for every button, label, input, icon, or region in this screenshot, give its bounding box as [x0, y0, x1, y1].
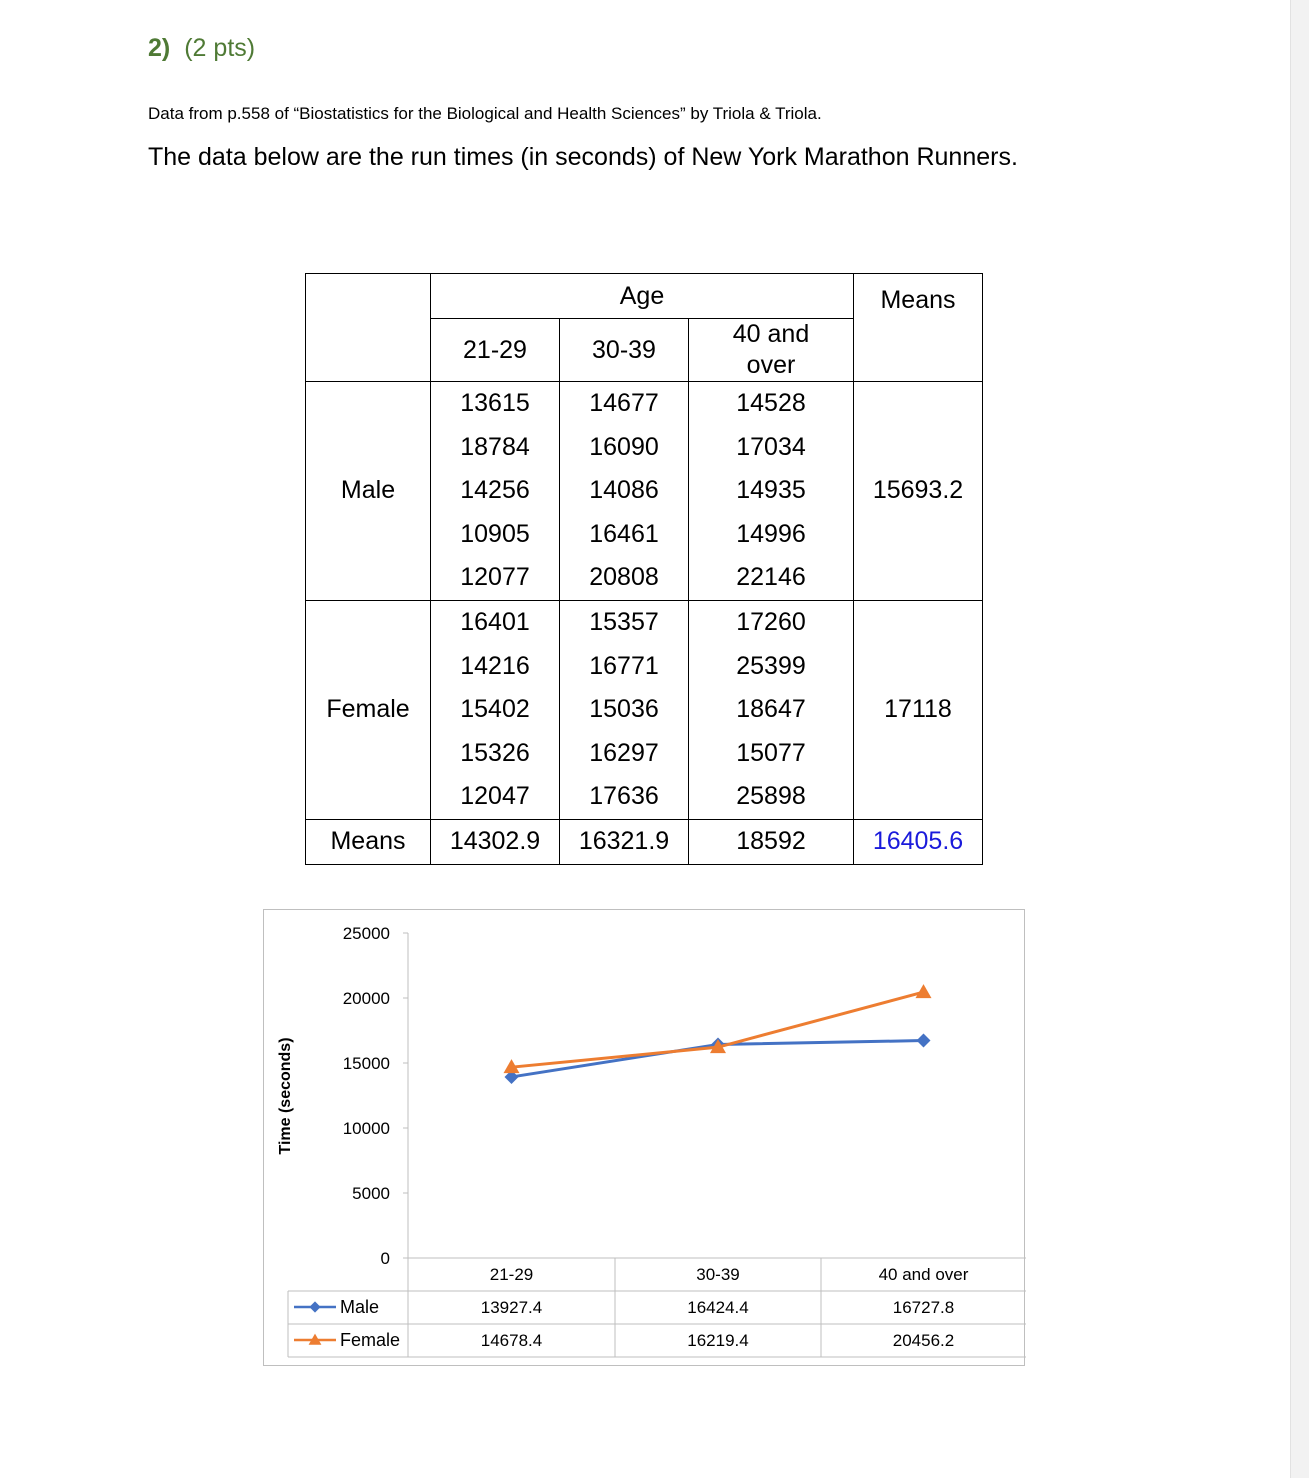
y-tick-label: 5000	[352, 1184, 390, 1203]
group-label-male: Male	[306, 382, 431, 601]
means-row-label: Means	[306, 819, 431, 864]
data-cell: 20808	[560, 556, 689, 600]
means-header: Means	[854, 274, 983, 382]
y-tick-label: 15000	[342, 1054, 390, 1073]
data-table-value: 16424.4	[687, 1298, 749, 1317]
data-cell: 14935	[689, 469, 854, 513]
source-citation: Data from p.558 of “Biostatistics for the Biological and Health Sciences” by Triola & Triola.	[148, 104, 822, 123]
table-corner-cell	[306, 274, 431, 382]
data-cell: 18784	[431, 426, 560, 470]
chart-svg	[264, 910, 1026, 1367]
y-tick-label: 10000	[342, 1119, 390, 1138]
col-mean-30-39: 16321.9	[560, 819, 689, 864]
data-point-female	[916, 984, 932, 998]
question-points: (2 pts)	[184, 34, 256, 62]
legend-label-female: Female	[340, 1330, 401, 1350]
data-cell: 15326	[431, 732, 560, 776]
col-header-21-29: 21-29	[431, 319, 560, 382]
data-table-value: 13927.4	[480, 1298, 543, 1317]
question-title	[148, 34, 255, 63]
data-cell: 25898	[689, 775, 854, 819]
data-cell: 17034	[689, 426, 854, 470]
line-chart	[263, 909, 1025, 1366]
y-tick-label: 20000	[342, 989, 390, 1008]
data-cell: 17636	[560, 775, 689, 819]
col-header-40-over: 40 and over	[689, 319, 854, 382]
x-category-label: 21-29	[489, 1265, 534, 1284]
group-mean-male: 15693.2	[854, 382, 983, 601]
y-tick-label: 25000	[342, 924, 390, 943]
x-category-label: 40 and over	[878, 1265, 969, 1284]
data-cell: 14677	[560, 382, 689, 426]
group-mean-female: 17118	[854, 600, 983, 819]
data-cell: 14086	[560, 469, 689, 513]
series-line-female	[512, 992, 924, 1067]
scrollbar-track[interactable]	[1290, 0, 1309, 1478]
data-cell: 12047	[431, 775, 560, 819]
grand-mean: 16405.6	[854, 819, 983, 864]
legend-label-male: Male	[340, 1297, 380, 1317]
data-table-value: 16219.4	[687, 1331, 749, 1350]
data-cell: 16461	[560, 513, 689, 557]
data-cell: 14256	[431, 469, 560, 513]
y-axis-title: Time (seconds)	[277, 1037, 294, 1155]
data-cell: 16401	[431, 600, 560, 644]
data-cell: 12077	[431, 556, 560, 600]
data-table-value: 20456.2	[892, 1331, 955, 1350]
data-cell: 16297	[560, 732, 689, 776]
col-mean-21-29: 14302.9	[431, 819, 560, 864]
data-cell: 22146	[689, 556, 854, 600]
data-cell: 15036	[560, 688, 689, 732]
intro-paragraph: The data below are the run times (in seconds) of New York Marathon Runners.	[148, 143, 1018, 171]
data-table-value: 14678.4	[480, 1331, 543, 1350]
col-mean-40-over: 18592	[689, 819, 854, 864]
data-cell: 17260	[689, 600, 854, 644]
data-cell: 14996	[689, 513, 854, 557]
data-cell: 16090	[560, 426, 689, 470]
question-number: 2)	[148, 34, 171, 62]
legend-marker-male	[309, 1301, 320, 1312]
data-cell: 25399	[689, 645, 854, 689]
col-header-30-39: 30-39	[560, 319, 689, 382]
data-cell: 10905	[431, 513, 560, 557]
age-header: Age	[431, 274, 854, 319]
data-cell: 15077	[689, 732, 854, 776]
data-table-value: 16727.8	[892, 1298, 955, 1317]
data-cell: 14528	[689, 382, 854, 426]
data-cell: 15402	[431, 688, 560, 732]
data-cell: 15357	[560, 600, 689, 644]
data-cell: 16771	[560, 645, 689, 689]
data-cell: 14216	[431, 645, 560, 689]
x-category-label: 30-39	[696, 1265, 740, 1284]
data-cell: 13615	[431, 382, 560, 426]
y-tick-label: 0	[380, 1249, 390, 1268]
group-label-female: Female	[306, 600, 431, 819]
data-point-male	[917, 1034, 931, 1048]
marathon-data-table	[305, 273, 983, 865]
data-cell: 18647	[689, 688, 854, 732]
